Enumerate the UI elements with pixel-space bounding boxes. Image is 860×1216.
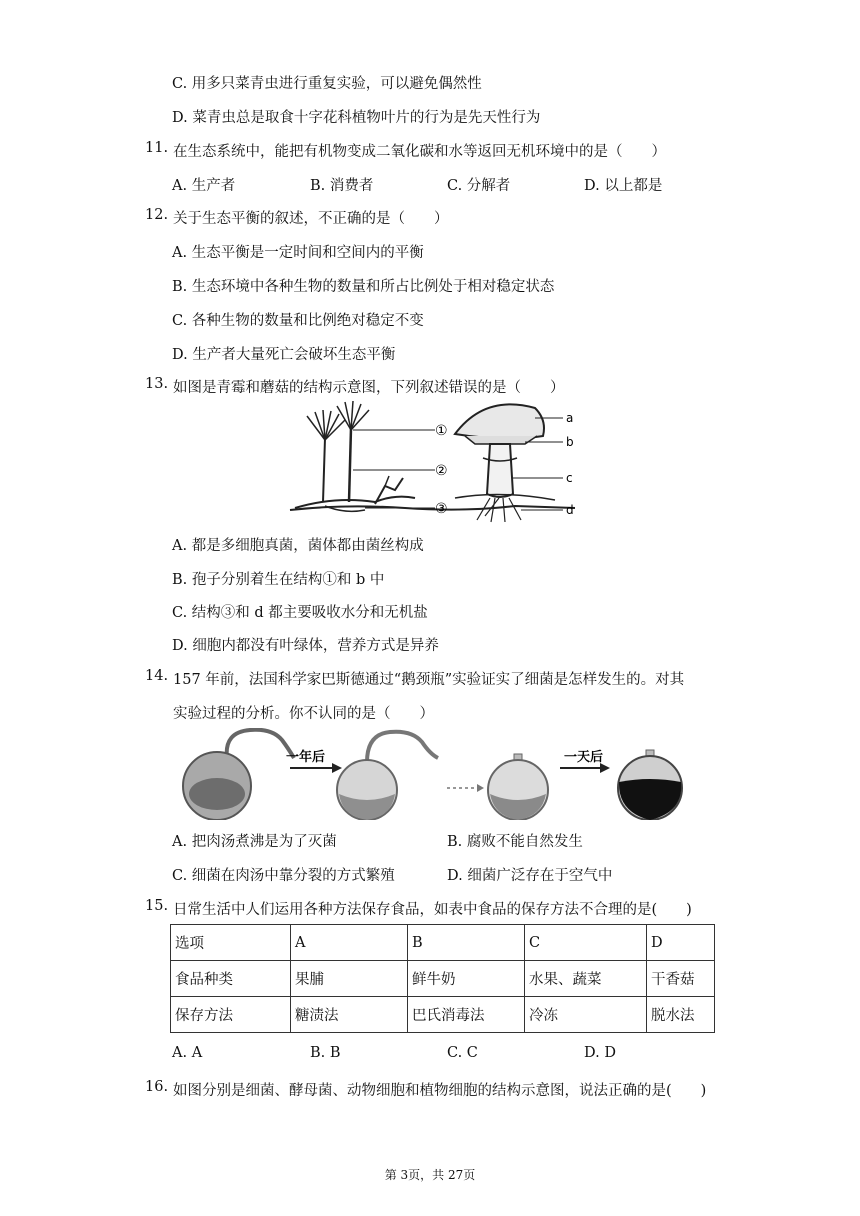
arrow-label-1: 一年后 [286, 750, 326, 765]
q11-number: 11. [145, 140, 169, 156]
q15-option-b: B. B [310, 1045, 341, 1061]
q13-option-d: D. 细胞内都没有叶绿体，营养方式是异养 [172, 638, 439, 654]
table-cell: 冷冻 [525, 997, 647, 1033]
page-footer: 第 3页，共 27页 [384, 1168, 476, 1182]
arrow-label-2: 一天后 [564, 750, 604, 765]
q14-stem-line2: 实验过程的分析。你不认同的是（ ） [173, 706, 434, 722]
food-preservation-table [170, 924, 715, 1033]
q13-option-a: A. 都是多细胞真菌，菌体都由菌丝构成 [172, 538, 424, 554]
q16-stem: 如图分别是细菌、酵母菌、动物细胞和植物细胞的结构示意图，说法正确的是( ) [173, 1083, 707, 1099]
table-cell: D [647, 925, 715, 961]
q12-option-d: D. 生产者大量死亡会破坏生态平衡 [172, 347, 396, 363]
swan-neck-flask-figure [172, 728, 722, 820]
q13-stem: 如图是青霉和蘑菇的结构示意图，下列叙述错误的是（ ） [173, 380, 565, 396]
table-cell: 巴氏消毒法 [408, 997, 525, 1033]
table-cell: B [408, 925, 525, 961]
q10-option-d: D. 菜青虫总是取食十字花科植物叶片的行为是先天性行为 [172, 110, 541, 126]
q13-option-c: C. 结构③和 d 都主要吸收水分和无机盐 [172, 605, 428, 621]
table-cell: 鲜牛奶 [408, 961, 525, 997]
q12-number: 12. [145, 207, 169, 223]
fig-label-c: c [566, 471, 573, 485]
table-cell: C [525, 925, 647, 961]
q11-option-b: B. 消费者 [310, 178, 374, 194]
fig-label-3: ③ [435, 501, 448, 517]
table-cell: 脱水法 [647, 997, 715, 1033]
q12-option-a: A. 生态平衡是一定时间和空间内的平衡 [172, 245, 424, 261]
q12-option-c: C. 各种生物的数量和比例绝对稳定不变 [172, 313, 424, 329]
table-cell: A [291, 925, 408, 961]
q15-option-a: A. A [172, 1045, 203, 1061]
fig-label-d: d [566, 503, 574, 517]
fig-label-b: b [566, 435, 574, 449]
q15-stem: 日常生活中人们运用各种方法保存食品，如表中食品的保存方法不合理的是( ) [173, 902, 692, 918]
q11-option-c: C. 分解者 [447, 178, 511, 194]
table-row [171, 961, 715, 997]
q12-option-b: B. 生态环境中各种生物的数量和所占比例处于相对稳定状态 [172, 279, 555, 295]
q11-option-a: A. 生产者 [172, 178, 236, 194]
fig-label-a: a [566, 411, 574, 425]
q11-option-d: D. 以上都是 [584, 178, 663, 194]
table-cell: 选项 [171, 925, 291, 961]
q12-stem: 关于生态平衡的叙述，不正确的是（ ） [173, 211, 449, 227]
q15-option-c: C. C [447, 1045, 478, 1061]
q13-option-b: B. 孢子分别着生在结构①和 b 中 [172, 572, 385, 588]
q11-stem: 在生态系统中，能把有机物变成二氧化碳和水等返回无机环境中的是（ ） [173, 144, 666, 160]
q16-number: 16. [145, 1079, 169, 1095]
penicillium-mushroom-figure [285, 398, 585, 526]
q15-option-d: D. D [584, 1045, 616, 1061]
q14-option-c: C. 细菌在肉汤中靠分裂的方式繁殖 [172, 868, 395, 884]
fig-label-1: ① [435, 423, 448, 439]
table-cell: 保存方法 [171, 997, 291, 1033]
table-cell: 食品种类 [171, 961, 291, 997]
q14-option-d: D. 细菌广泛存在于空气中 [447, 868, 613, 884]
table-cell: 糖渍法 [291, 997, 408, 1033]
q14-number: 14. [145, 668, 169, 684]
table-cell: 果脯 [291, 961, 408, 997]
table-row [171, 925, 715, 961]
q14-option-b: B. 腐败不能自然发生 [447, 834, 583, 850]
fig-label-2: ② [435, 463, 448, 479]
table-row [171, 997, 715, 1033]
table-cell: 水果、蔬菜 [525, 961, 647, 997]
q13-number: 13. [145, 376, 169, 392]
table-cell: 干香菇 [647, 961, 715, 997]
q15-number: 15. [145, 898, 169, 914]
q14-stem-line1: 157 年前，法国科学家巴斯德通过“鹅颈瓶”实验证实了细菌是怎样发生的。对其 [173, 672, 685, 688]
q14-option-a: A. 把肉汤煮沸是为了灭菌 [172, 834, 337, 850]
q10-option-c: C. 用多只菜青虫进行重复实验，可以避免偶然性 [172, 76, 482, 92]
